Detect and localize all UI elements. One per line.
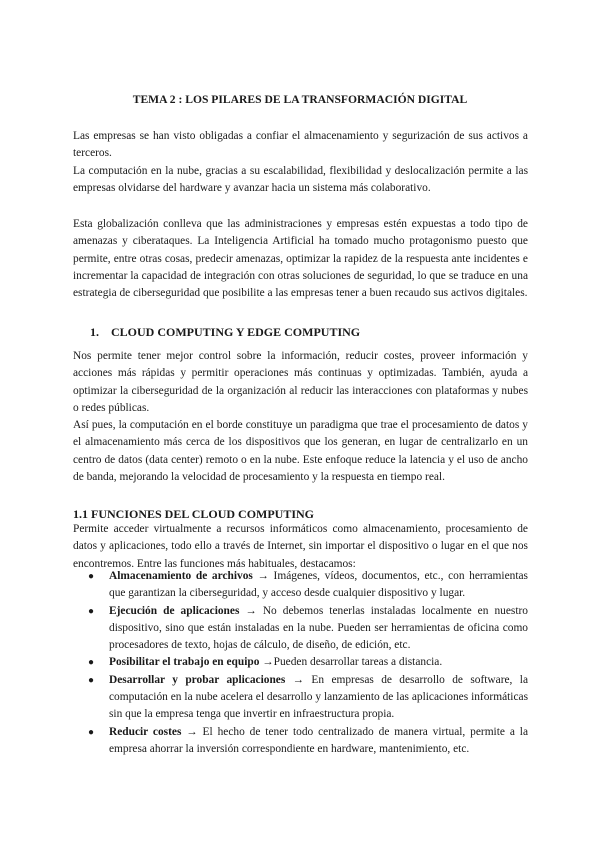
list-item: [73, 568, 528, 603]
body-paragraph-2: [73, 216, 528, 302]
list-item-term: Almacenamiento de archivos: [109, 570, 253, 582]
list-item: [73, 654, 528, 671]
list-item-text: → En empresas de desarrollo de software, la computación en la nube acelera el desarrollo y lanzamiento de las aplicaciones informáticas sin que la empresa tenga que invertir en infraestructura propia.: [109, 673, 528, 721]
list-item: [73, 603, 528, 655]
bullet-icon: ●: [88, 726, 95, 738]
section-1-1-heading: 1.1 FUNCIONES DEL CLOUD COMPUTING: [73, 507, 315, 521]
list-item-text: →Pueden desarrollar tareas a distancia.: [259, 656, 443, 669]
section-1-1-intro: [73, 521, 528, 573]
bullet-icon: ●: [88, 571, 95, 582]
list-item-text: → Imágenes, vídeos, documentos, etc., con herramientas que garantizan la ciberseguridad, y acceso desde cualquier dispositivo y lugar.: [109, 570, 528, 600]
list-item: [73, 724, 528, 759]
list-item-text: → El hecho de tener todo centralizado de manera virtual, permite a la empresa ahorrar la inversión correspondiente en hardware, mantenimiento, etc.: [109, 725, 529, 755]
section-1-1-intro-text: Permite acceder virtualmente a recursos informáticos como almacenamiento, procesamiento de datos y aplicaciones, todo ello a través de Internet, sin importar el dispositivo o lugar en el que nos encontremos. Entre las funciones más habituales, destacamos:: [73, 523, 528, 570]
section-1-paragraph-2: Así pues, la computación en el borde constituye un paradigma que trae el procesamiento de datos y el almacenamiento más cerca de los dispositivos que los generan, en lugar de centralizarlo en un centro de datos (data center) remoto o en la nube. Este enfoque reduce la latencia y el uso de ancho de banda, mejorando la velocidad de procesamiento y la respuesta en tiempo real.: [73, 419, 528, 484]
list-item-term: Reducir costes: [109, 725, 182, 738]
bullet-icon: ●: [88, 674, 95, 686]
document-title: TEMA 2 : LOS PILARES DE LA TRANSFORMACIÓN DIGITAL: [132, 93, 468, 106]
section-1-body: [73, 348, 528, 486]
section-1-paragraph-1: Nos permite tener mejor control sobre la información, reducir costes, proveer información y acciones más rápidas y permitir operaciones más continuas y optimizadas. También, ayuda a optimizar la ciberseguridad de la organización al reducir las interacciones con plataformas y nubes o redes públicas.: [73, 350, 528, 414]
functions-list: [73, 568, 528, 758]
list-item-term: Desarrollar y probar aplicaciones: [109, 673, 286, 686]
paragraph-text: Esta globalización conlleva que las administraciones y empresas estén expuestas a todo tipo de amenazas y ciberataques. La Inteligencia Artificial ha tomado mucho protagonismo puesto que permite, entre otras cosas, predecir amenazas, optimizar la rapidez de la respuesta ante incidentes e incrementar la capacidad de integración con otras soluciones de seguridad, lo que se traduce en una estrategia de ciberseguridad que posibilite a las empresas tener a buen recaudo sus activos digitales.: [73, 218, 528, 300]
list-item-term: Ejecución de aplicaciones: [109, 604, 240, 617]
list-item-text: → No debemos tenerlas instaladas localmente en nuestro dispositivo, sino que están instaladas en la nube. Pueden ser herramientas de oficina como procesadores de texto, hojas de cálculo, de diseño, de edición, etc.: [109, 604, 528, 652]
bullet-icon: ●: [88, 657, 95, 669]
section-1-title: CLOUD COMPUTING Y EDGE COMPUTING: [111, 325, 361, 339]
intro-paragraph-1: Las empresas se han visto obligadas a confiar el almacenamiento y segurización de sus activos a terceros.: [73, 130, 528, 160]
intro-paragraph-2: La computación en la nube, gracias a su escalabilidad, flexibilidad y deslocalización permite a las empresas olvidarse del hardware y avanzar hacia un sistema más colaborativo.: [73, 164, 528, 194]
section-1-heading: [90, 324, 360, 341]
bullet-icon: ●: [88, 605, 95, 617]
intro-block: [73, 128, 528, 197]
list-item-term: Posibilitar el trabajo en equipo: [109, 656, 260, 669]
list-item: [73, 672, 528, 724]
section-1-number: 1.: [90, 325, 99, 339]
